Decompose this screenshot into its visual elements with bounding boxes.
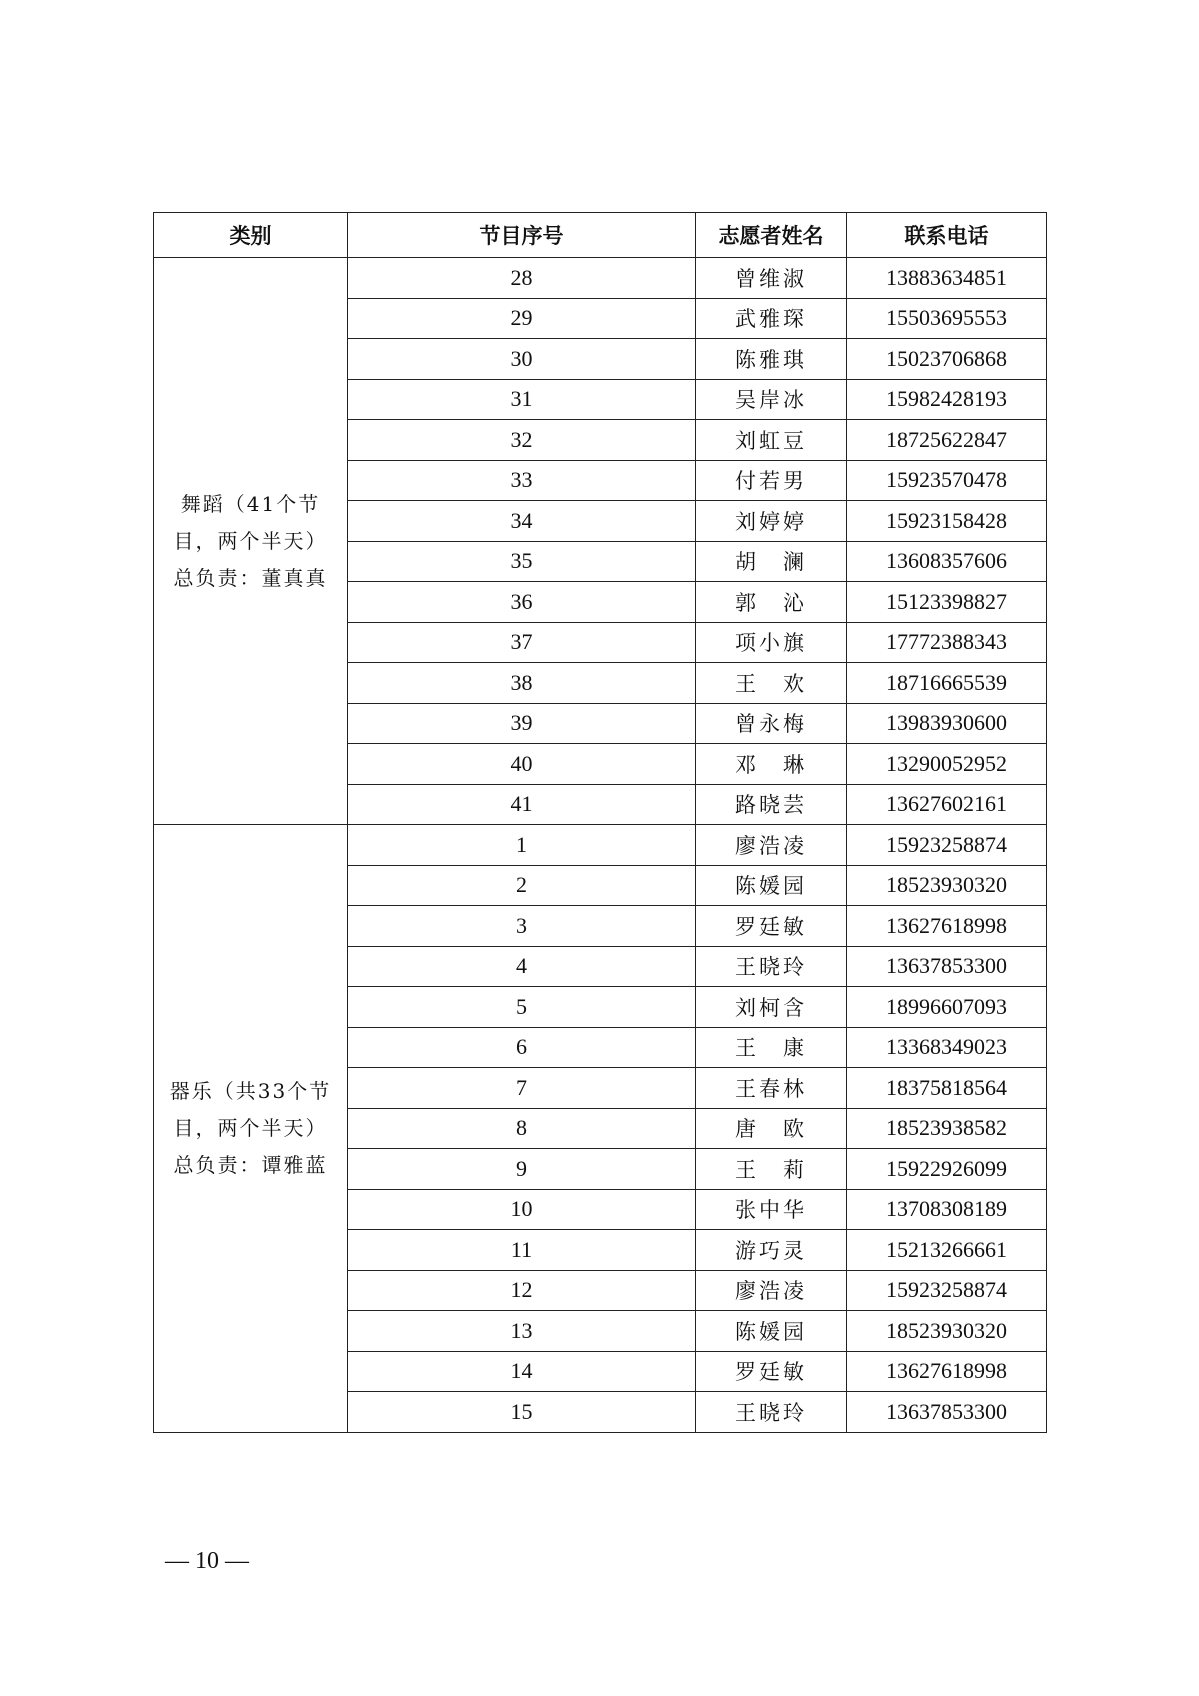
name-cell: 王 康 [696,1027,847,1068]
num-cell: 14 [348,1351,696,1392]
phone-cell: 18716665539 [847,663,1047,704]
phone-cell: 13627618998 [847,1351,1047,1392]
header-row [154,213,1047,258]
num-cell: 37 [348,622,696,663]
num-cell: 30 [348,339,696,380]
header-program-number: 节目序号 [348,213,696,258]
category-cell [154,258,348,825]
phone-cell: 13290052952 [847,744,1047,785]
num-cell: 5 [348,987,696,1028]
num-cell: 33 [348,460,696,501]
phone-cell: 15503695553 [847,298,1047,339]
name-cell: 曾维淑 [696,258,847,299]
phone-cell: 13637853300 [847,946,1047,987]
name-cell: 陈媛园 [696,865,847,906]
volunteer-table [153,212,1047,1433]
phone-cell: 13708308189 [847,1189,1047,1230]
table-row [154,825,1047,866]
name-cell: 胡 澜 [696,541,847,582]
name-cell: 王 莉 [696,1149,847,1190]
phone-cell: 13368349023 [847,1027,1047,1068]
num-cell: 39 [348,703,696,744]
phone-cell: 15922926099 [847,1149,1047,1190]
category-line: 器乐（共33个节 [169,1078,332,1103]
category-line: 总负责：董真真 [173,565,328,590]
num-cell: 10 [348,1189,696,1230]
num-cell: 38 [348,663,696,704]
num-cell: 35 [348,541,696,582]
num-cell: 32 [348,420,696,461]
phone-cell: 13983930600 [847,703,1047,744]
name-cell: 武雅琛 [696,298,847,339]
name-cell: 刘柯含 [696,987,847,1028]
name-cell: 陈雅琪 [696,339,847,380]
num-cell: 9 [348,1149,696,1190]
phone-cell: 15923258874 [847,825,1047,866]
table-header [154,213,1047,258]
phone-cell: 13883634851 [847,258,1047,299]
phone-cell: 13627618998 [847,906,1047,947]
num-cell: 2 [348,865,696,906]
num-cell: 41 [348,784,696,825]
phone-cell: 13627602161 [847,784,1047,825]
name-cell: 廖浩凌 [696,1270,847,1311]
num-cell: 15 [348,1392,696,1433]
header-category: 类别 [154,213,348,258]
phone-cell: 18996607093 [847,987,1047,1028]
category-line: 目，两个半天） [173,528,328,553]
phone-cell: 13608357606 [847,541,1047,582]
num-cell: 1 [348,825,696,866]
phone-cell: 15982428193 [847,379,1047,420]
name-cell: 唐 欧 [696,1108,847,1149]
phone-cell: 18523938582 [847,1108,1047,1149]
phone-cell: 15923158428 [847,501,1047,542]
num-cell: 13 [348,1311,696,1352]
phone-cell: 13637853300 [847,1392,1047,1433]
num-cell: 12 [348,1270,696,1311]
name-cell: 邓 琳 [696,744,847,785]
table-body [154,258,1047,1433]
phone-cell: 18523930320 [847,1311,1047,1352]
header-volunteer-name: 志愿者姓名 [696,213,847,258]
table-row [154,258,1047,299]
name-cell: 项小旗 [696,622,847,663]
name-cell: 王晓玲 [696,946,847,987]
phone-cell: 15123398827 [847,582,1047,623]
category-cell [154,825,348,1433]
num-cell: 31 [348,379,696,420]
name-cell: 王春林 [696,1068,847,1109]
name-cell: 郭 沁 [696,582,847,623]
name-cell: 路晓芸 [696,784,847,825]
header-phone: 联系电话 [847,213,1047,258]
phone-cell: 17772388343 [847,622,1047,663]
num-cell: 34 [348,501,696,542]
phone-cell: 15923258874 [847,1270,1047,1311]
num-cell: 4 [348,946,696,987]
name-cell: 游巧灵 [696,1230,847,1271]
num-cell: 8 [348,1108,696,1149]
name-cell: 廖浩凌 [696,825,847,866]
num-cell: 40 [348,744,696,785]
name-cell: 刘婷婷 [696,501,847,542]
name-cell: 陈媛园 [696,1311,847,1352]
name-cell: 罗廷敏 [696,1351,847,1392]
name-cell: 王晓玲 [696,1392,847,1433]
num-cell: 36 [348,582,696,623]
category-line: 目，两个半天） [173,1115,328,1140]
num-cell: 6 [348,1027,696,1068]
phone-cell: 15213266661 [847,1230,1047,1271]
num-cell: 11 [348,1230,696,1271]
name-cell: 王 欢 [696,663,847,704]
num-cell: 29 [348,298,696,339]
name-cell: 付若男 [696,460,847,501]
page-number: — 10 — [165,1548,249,1574]
name-cell: 吴岸冰 [696,379,847,420]
name-cell: 刘虹豆 [696,420,847,461]
phone-cell: 18725622847 [847,420,1047,461]
num-cell: 7 [348,1068,696,1109]
category-line: 舞蹈（41个节 [180,491,321,516]
name-cell: 曾永梅 [696,703,847,744]
category-line: 总负责：谭雅蓝 [173,1152,328,1177]
name-cell: 张中华 [696,1189,847,1230]
phone-cell: 15023706868 [847,339,1047,380]
num-cell: 3 [348,906,696,947]
phone-cell: 15923570478 [847,460,1047,501]
phone-cell: 18375818564 [847,1068,1047,1109]
num-cell: 28 [348,258,696,299]
name-cell: 罗廷敏 [696,906,847,947]
phone-cell: 18523930320 [847,865,1047,906]
